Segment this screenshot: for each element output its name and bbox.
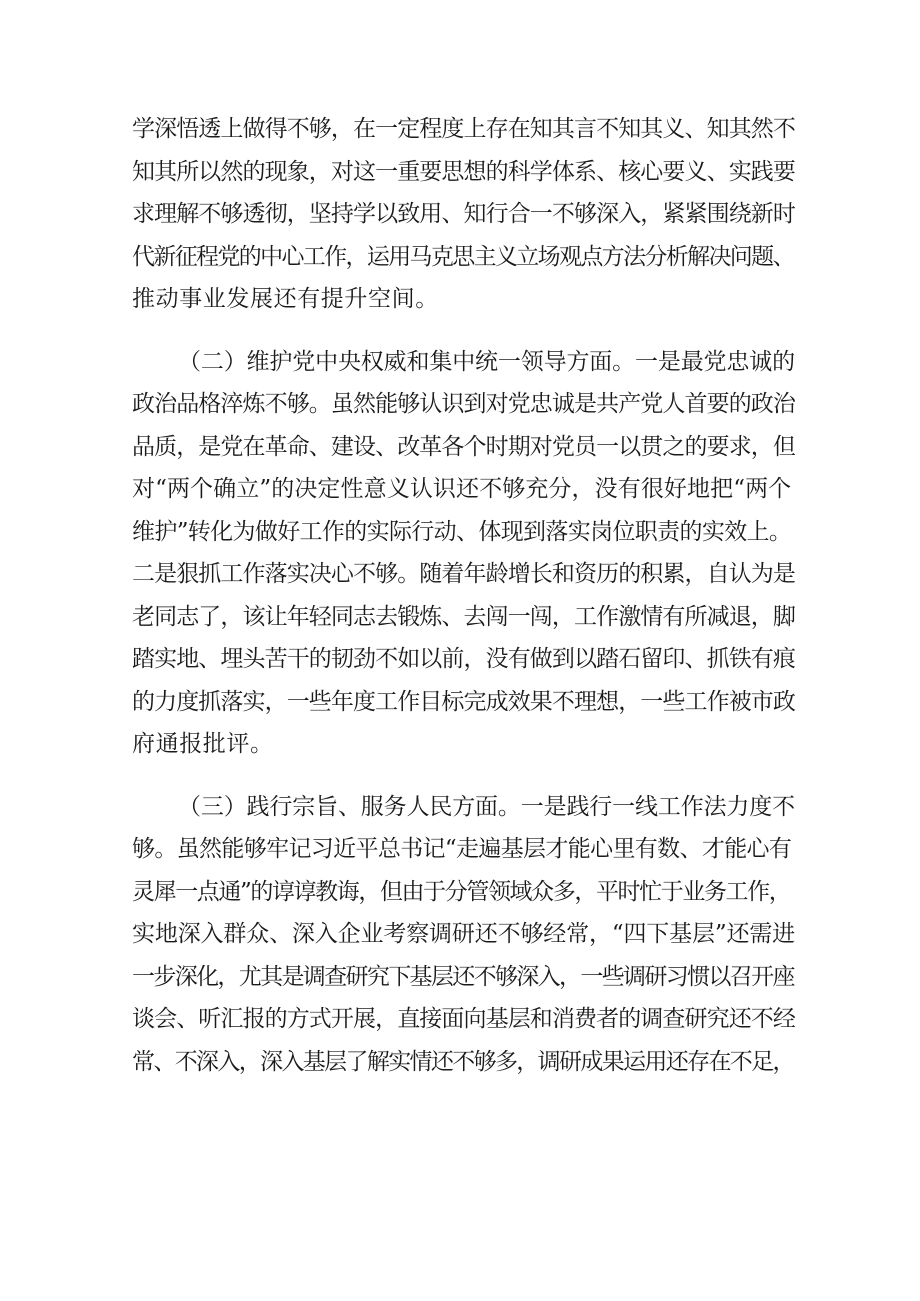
- paragraph-spacer: [132, 766, 796, 786]
- paragraph-spacer: [132, 321, 796, 341]
- text-line: 老同志了，该让年轻同志去锻炼、去闯一闯，工作激情有所减退，脚: [132, 603, 796, 630]
- text-line: 谈会、听汇报的方式开展，直接面向基层和消费者的调查研究还不经: [132, 1006, 796, 1032]
- document-body: [132, 108, 796, 1083]
- paragraph-1: [132, 108, 796, 321]
- text-line: 对“两个确立”的决定性意义认识还不够充分，没有很好地把“两个: [132, 476, 792, 502]
- text-line: （三）践行宗旨、服务人民方面。一是践行一线工作法力度不: [178, 793, 795, 820]
- text-line: 的力度抓落实，一些年度工作目标完成效果不理想，一些工作被市政: [132, 688, 796, 715]
- text-line: 踏实地、埋头苦干的韧劲不如以前，没有做到以踏石留印、抓铁有痕: [132, 646, 796, 672]
- paragraph-3: [132, 786, 796, 1084]
- text-line: 学深悟透上做得不够，在一定程度上存在知其言不知其义、知其然不: [132, 116, 796, 142]
- text-line: 常、不深入，深入基层了解实情还不够多，调研成果运用还存在不足，: [132, 1048, 794, 1075]
- text-line: 知其所以然的现象，对这一重要思想的科学体系、核心要义、实践要: [132, 158, 796, 185]
- text-line: 代新征程党的中心工作，运用马克思主义立场观点方法分析解决问题、: [132, 243, 794, 270]
- paragraph-2: [132, 341, 796, 766]
- text-line: 够。虽然能够牢记习近平总书记“走遍基层才能心里有数、才能心有: [132, 836, 792, 862]
- text-line: 一步深化，尤其是调查研究下基层还不够深入，一些调研习惯以召开座: [132, 963, 794, 990]
- text-line: 府通报批评。: [132, 731, 274, 757]
- text-line: 品质，是党在革命、建设、改革各个时期对党员一以贯之的要求，但: [132, 433, 796, 460]
- text-line: 二是狠抓工作落实决心不够。随着年龄增长和资历的积累，自认为是: [132, 561, 796, 587]
- text-line: 灵犀一点通”的谆谆教诲，但由于分管领域众多，平时忙于业务工作，: [132, 878, 791, 905]
- text-line: （二）维护党中央权威和集中统一领导方面。一是最党忠诚的: [178, 348, 795, 375]
- text-line: 求理解不够透彻，坚持学以致用、知行合一不够深入，紧紧围绕新时: [132, 201, 796, 227]
- text-line: 政治品格淬炼不够。虽然能够认识到对党忠诚是共产党人首要的政治: [132, 391, 796, 417]
- text-line: 实地深入群众、深入企业考察调研还不够经常，“四下基层”还需进: [132, 921, 796, 947]
- text-line: 推动事业发展还有提升空间。: [132, 286, 439, 312]
- text-line: 维护”转化为做好工作的实际行动、体现到落实岗位职责的实效上。: [132, 518, 792, 545]
